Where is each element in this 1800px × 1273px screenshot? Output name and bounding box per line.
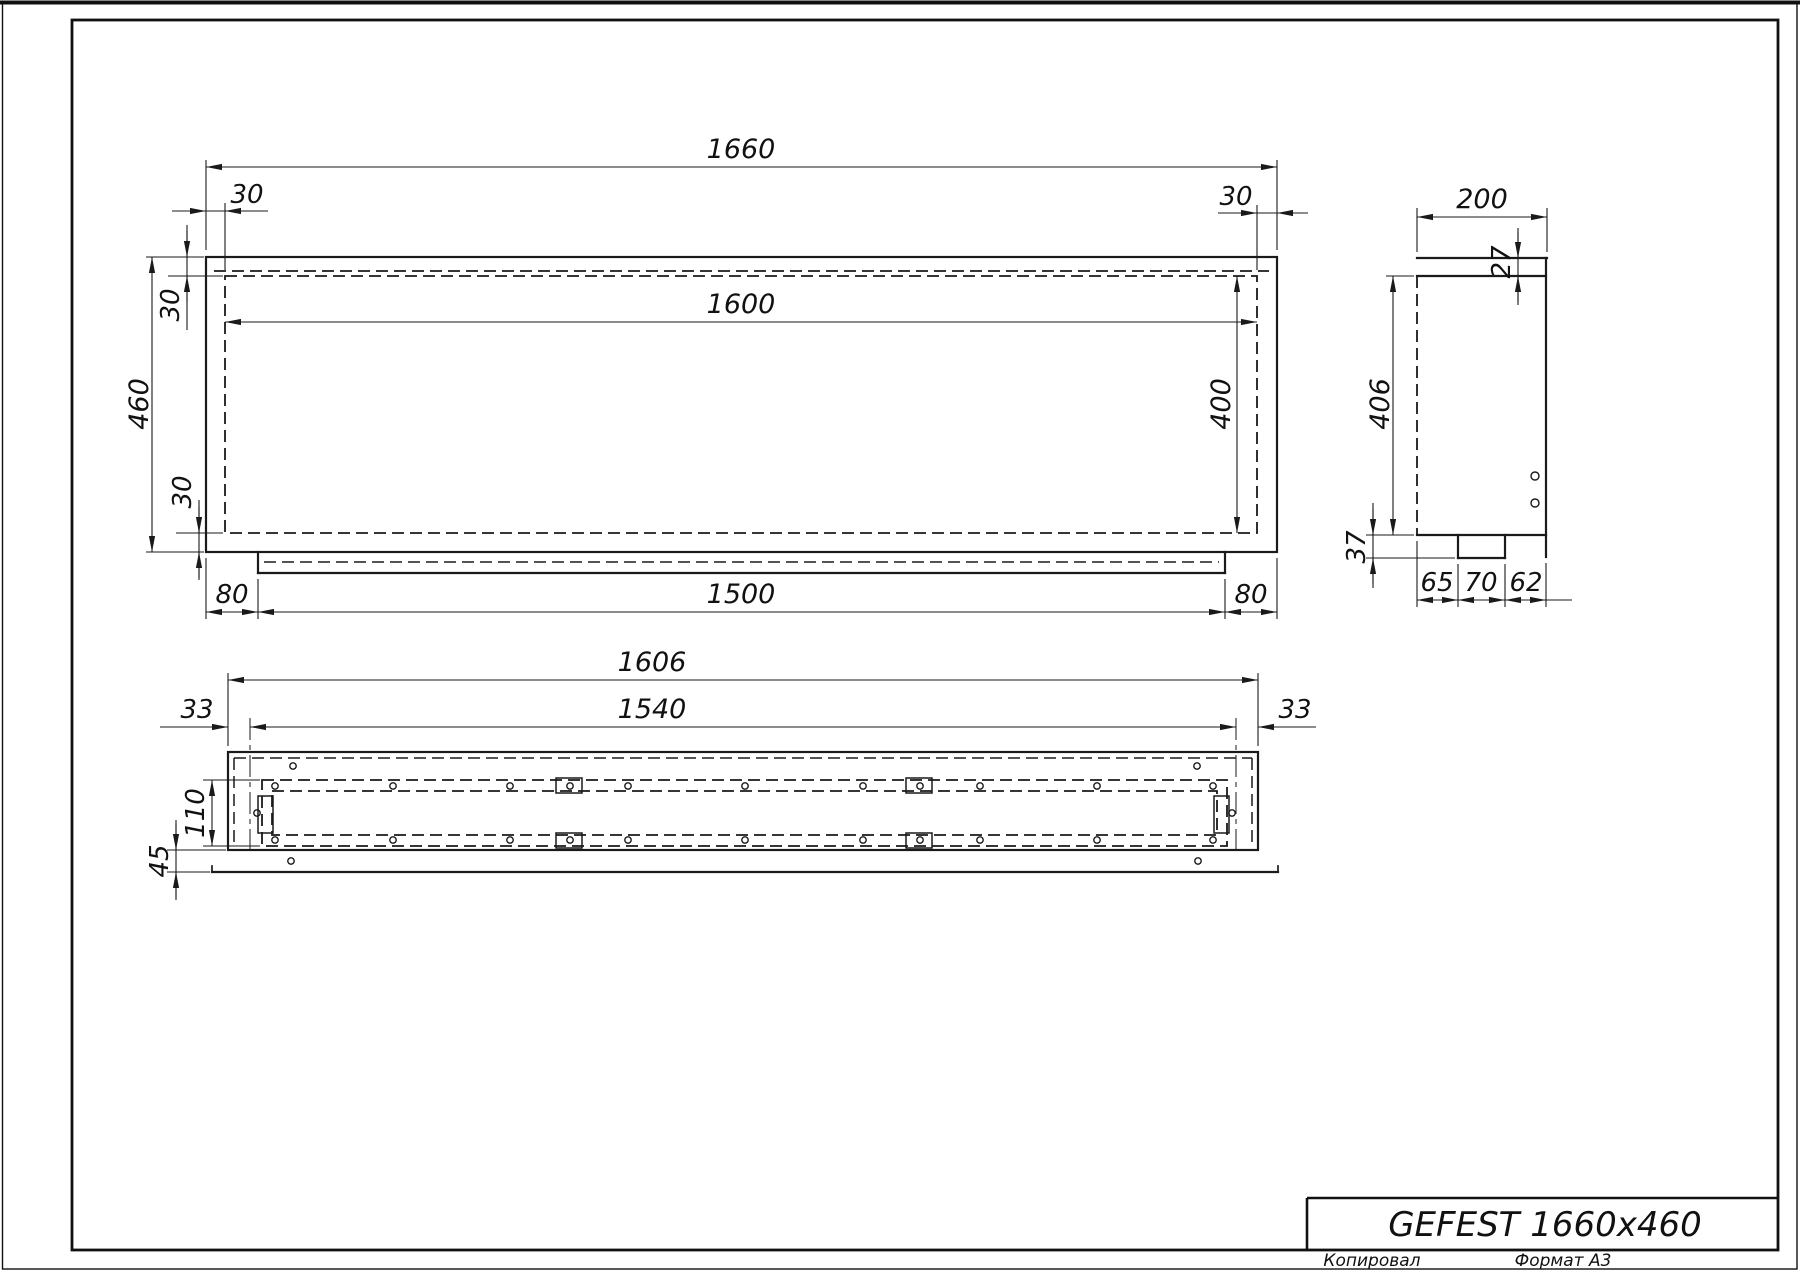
dim-406 bbox=[1365, 276, 1414, 535]
footer bbox=[1323, 1251, 1611, 1271]
dim-label-1540: 1540 bbox=[617, 694, 687, 725]
dim-label-200: 200 bbox=[1456, 184, 1508, 215]
footer-format: Формат A3 bbox=[1514, 1251, 1612, 1271]
dim-label-37: 37 bbox=[1342, 530, 1372, 564]
dim-label-33-right: 33 bbox=[1278, 695, 1312, 725]
dim-label-460: 460 bbox=[124, 378, 155, 430]
dim-label-406: 406 bbox=[1365, 378, 1396, 430]
dim-200 bbox=[1417, 184, 1547, 252]
dim-label-1660: 1660 bbox=[706, 134, 776, 165]
front-view bbox=[124, 134, 1308, 619]
dim-label-65: 65 bbox=[1420, 568, 1454, 598]
dim-30-left-top bbox=[156, 225, 223, 330]
dim-110 bbox=[181, 780, 260, 846]
page-border bbox=[0, 3, 1800, 1270]
dim-label-45: 45 bbox=[145, 844, 175, 878]
dim-label-400: 400 bbox=[1206, 378, 1237, 430]
dim-27 bbox=[1487, 228, 1518, 305]
side-hole-upper bbox=[1531, 472, 1539, 480]
dim-1600 bbox=[225, 289, 1257, 322]
dim-1606 bbox=[228, 647, 1258, 746]
drawing-title: GEFEST 1660x460 bbox=[1388, 1205, 1702, 1245]
dim-33-1540-33 bbox=[160, 694, 1316, 727]
dim-label-30-top-right: 30 bbox=[1219, 182, 1253, 212]
title-block bbox=[1307, 1198, 1778, 1250]
dim-400 bbox=[1206, 276, 1237, 533]
dim-1660 bbox=[206, 134, 1277, 250]
bottom-view bbox=[145, 647, 1316, 900]
dim-label-33-left: 33 bbox=[180, 695, 214, 725]
dim-label-80-right: 80 bbox=[1234, 580, 1268, 610]
dim-label-30-top-left: 30 bbox=[230, 180, 264, 210]
dim-30-left-bottom bbox=[168, 475, 223, 580]
bottom-front-flange bbox=[212, 866, 1278, 872]
dim-label-27: 27 bbox=[1487, 245, 1517, 279]
side-hole-lower bbox=[1531, 499, 1539, 507]
side-bottom-tab bbox=[1458, 535, 1505, 558]
dim-label-80-left: 80 bbox=[215, 580, 249, 610]
dim-label-30-left-bottom: 30 bbox=[168, 475, 198, 509]
side-view bbox=[1342, 184, 1572, 607]
dim-label-1500: 1500 bbox=[706, 579, 776, 610]
front-bottom-tray bbox=[258, 552, 1225, 573]
dim-65-70-62 bbox=[1417, 541, 1572, 607]
dim-label-1606: 1606 bbox=[617, 647, 687, 678]
dim-label-110: 110 bbox=[181, 788, 211, 838]
footer-copied-by: Копировал bbox=[1323, 1251, 1421, 1271]
dim-label-62: 62 bbox=[1509, 568, 1543, 598]
dim-80-1500-80 bbox=[206, 558, 1277, 619]
bottom-slot-outer bbox=[262, 780, 1227, 846]
dim-label-30-left-top: 30 bbox=[156, 288, 186, 322]
bottom-slot-inner bbox=[272, 791, 1217, 835]
dim-label-1600: 1600 bbox=[706, 289, 776, 320]
dim-label-70: 70 bbox=[1464, 568, 1498, 598]
inner-frame bbox=[72, 20, 1778, 1250]
